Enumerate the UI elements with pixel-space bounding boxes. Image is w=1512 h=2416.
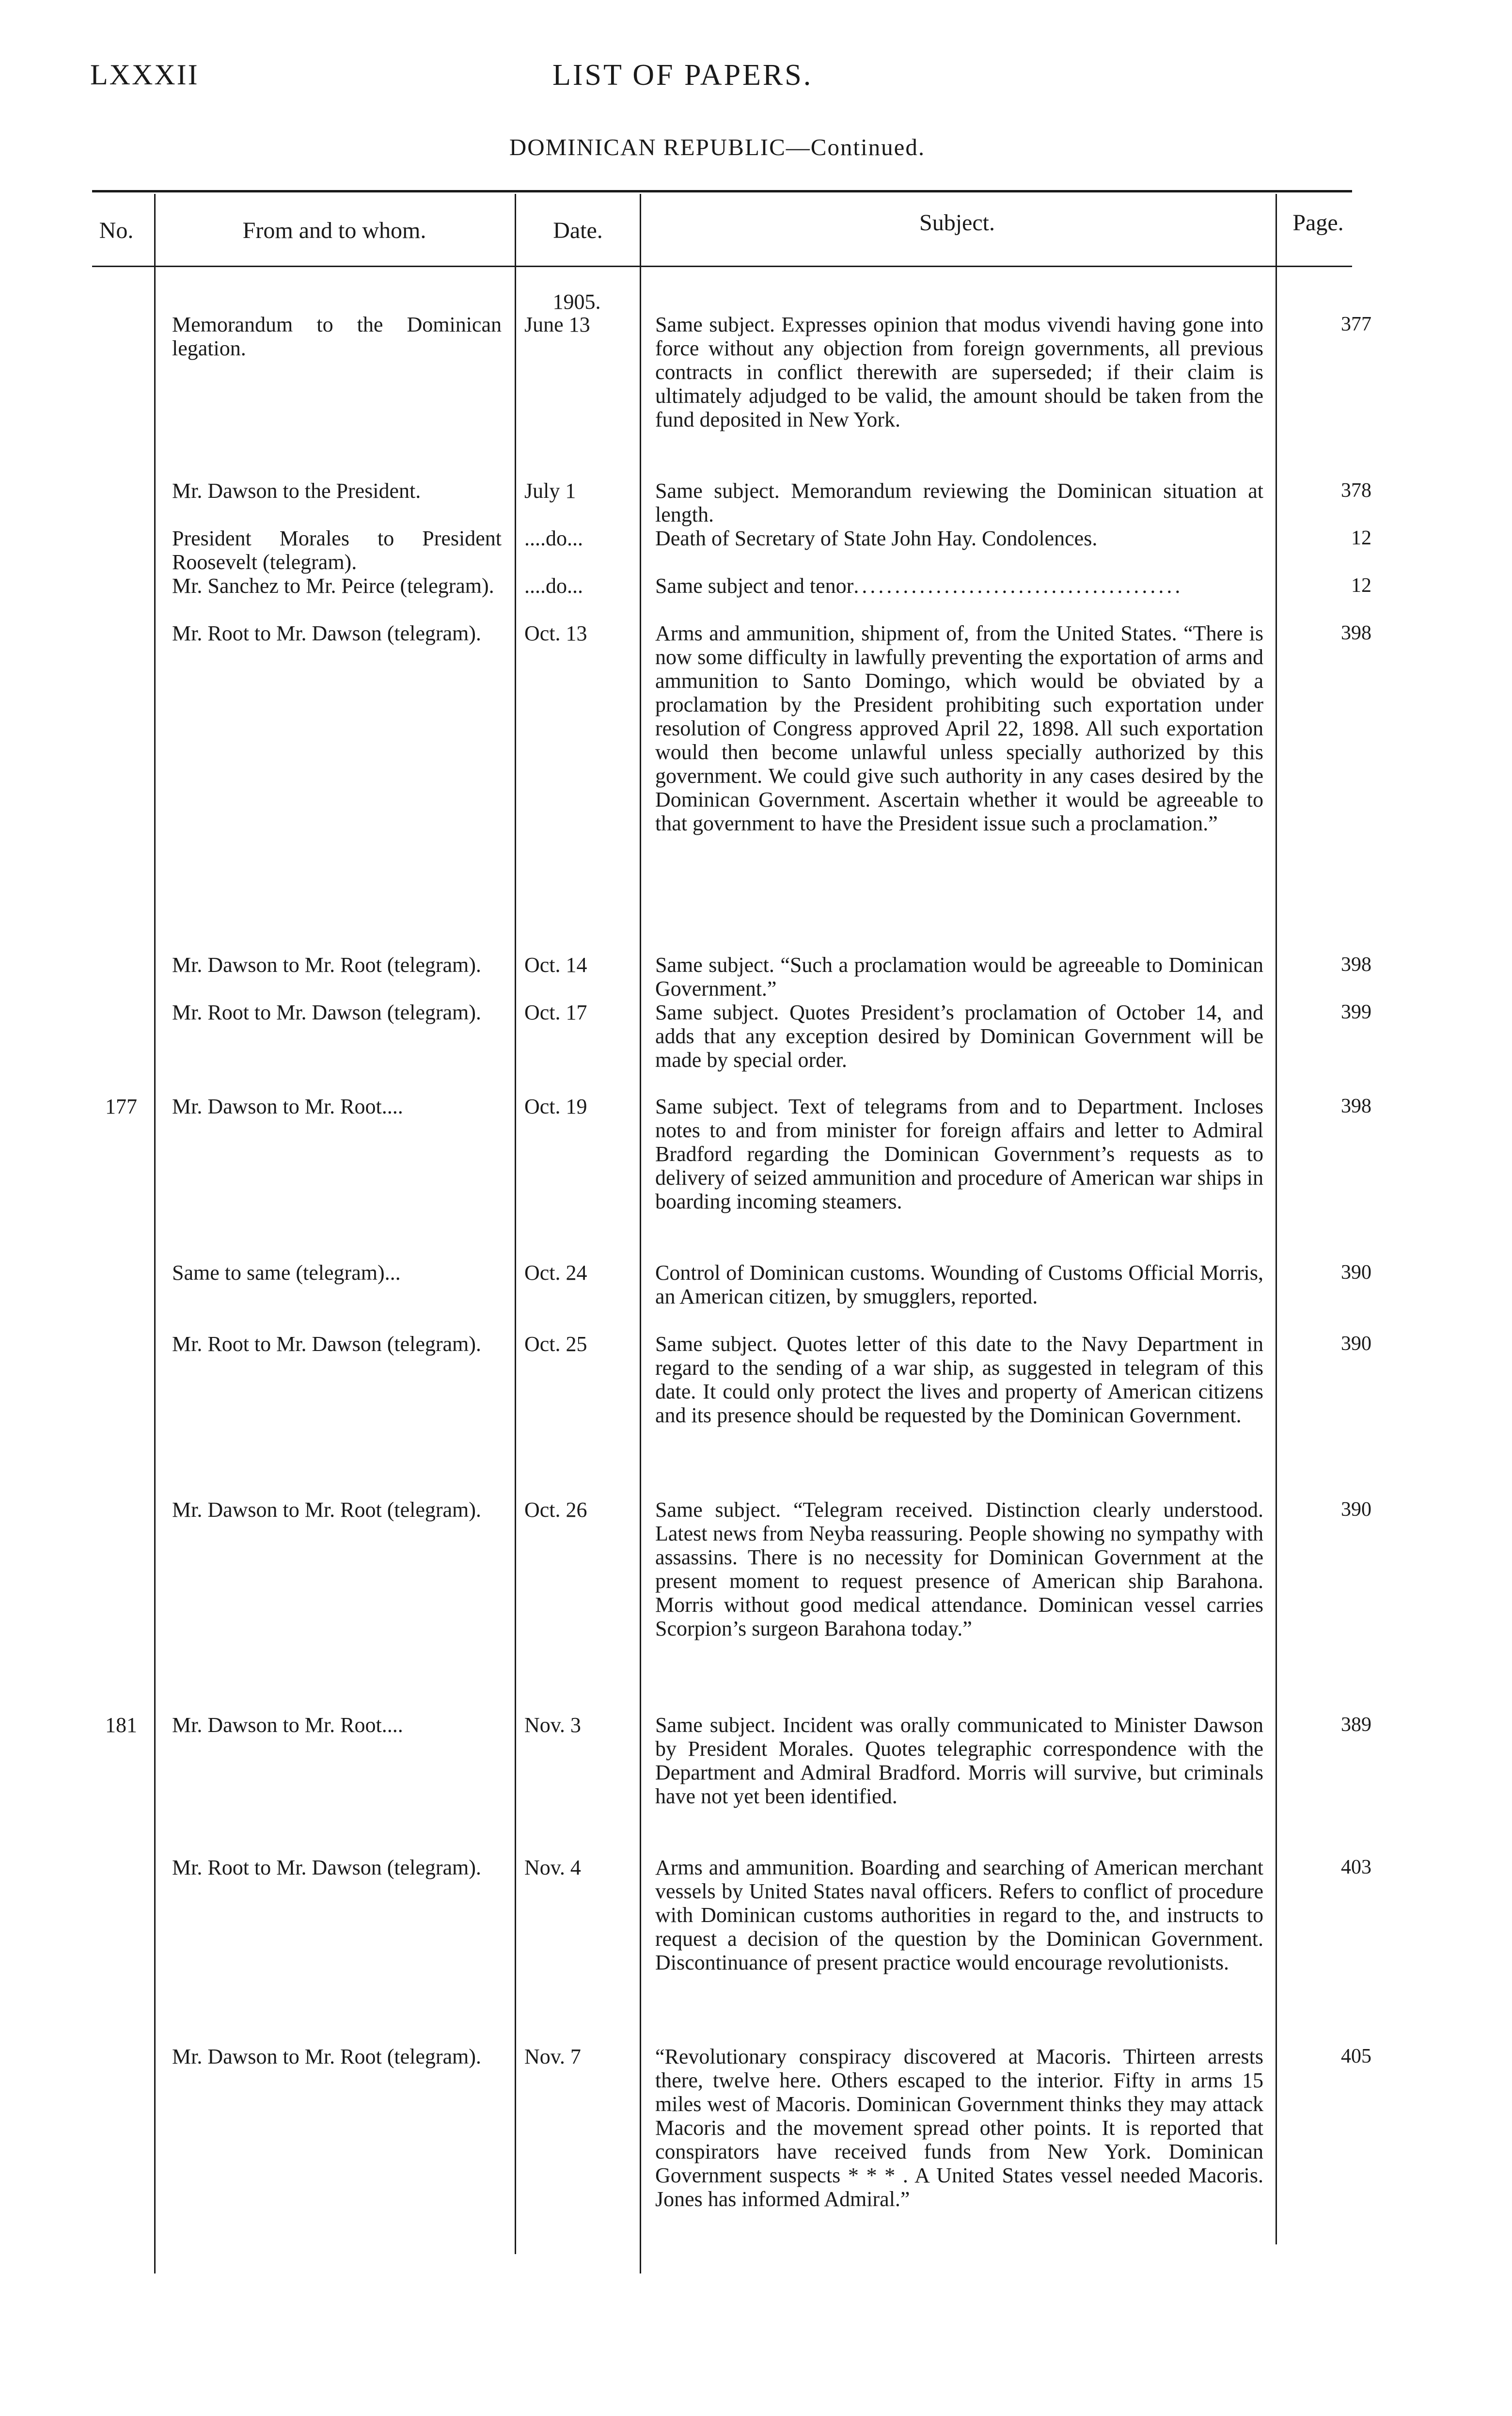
entry-from-to: Mr. Dawson to Mr. Root (telegram).	[172, 2045, 481, 2068]
column-divider	[640, 194, 641, 2273]
entry-date: Oct. 25	[524, 1332, 587, 1356]
entry-page: 390	[1341, 1498, 1371, 1521]
column-header-no: No.	[99, 218, 134, 243]
entry-date: ....do...	[524, 574, 583, 598]
entry-number: 181	[105, 1713, 137, 1737]
column-header-subject: Subject.	[919, 210, 995, 236]
entry-page: 377	[1341, 313, 1371, 335]
entry-subject: Arms and ammunition. Boarding and searching of American merchant vessels by United States naval officers. Refers to conflict of procedure with Dominican customs authorities in regard to the, and instructs to request a decision of the question by the Dominican Government. Discontinuance of present practice would encourage revolutionists.	[655, 1856, 1263, 1974]
entry-page: 398	[1341, 1095, 1371, 1117]
entry-subject: Same subject. Quotes letter of this date to the Navy Department in regard to the sending of a war ship, as suggested in telegram of this date. It could only protect the lives and property of American citizens and its presence should be requested by the Dominican Government.	[655, 1332, 1263, 1427]
entry-page: 399	[1341, 1001, 1371, 1023]
table-header-rule	[92, 266, 1352, 267]
entry-date: Oct. 17	[524, 1001, 587, 1024]
column-header-from: From and to whom.	[242, 218, 426, 243]
entry-page: 390	[1341, 1333, 1371, 1355]
entry-page: 398	[1341, 954, 1371, 976]
entry-date: Oct. 13	[524, 621, 587, 645]
entry-date: June 13	[524, 313, 590, 336]
year-label: 1905.	[552, 290, 601, 314]
entry-date: Oct. 26	[524, 1498, 587, 1522]
entry-date: ....do...	[524, 526, 583, 550]
entry-subject: Same subject. Expresses opinion that modus vivendi having gone into force without any objection from foreign governments, all previous contracts in conflict therewith are superseded; if their claim is ultimately adjudged to be valid, the amount should be taken from the fund deposited in New York.	[655, 313, 1263, 431]
entry-from-to: President Morales to President Roosevelt (telegram).	[172, 526, 502, 574]
column-header-date: Date.	[553, 218, 603, 243]
entry-from-to: Mr. Dawson to Mr. Root (telegram).	[172, 953, 481, 977]
entry-page: 405	[1341, 2045, 1371, 2067]
page-number-roman: LXXXII	[90, 59, 199, 91]
entry-subject	[655, 574, 1263, 598]
entry-page: 12	[1351, 527, 1371, 549]
section-subtitle: DOMINICAN REPUBLIC—Continued.	[509, 134, 926, 160]
entry-from-to: Mr. Root to Mr. Dawson (telegram).	[172, 1001, 481, 1024]
entry-from-to: Mr. Dawson to Mr. Root....	[172, 1095, 403, 1118]
entry-from-to: Mr. Dawson to Mr. Root (telegram).	[172, 1498, 481, 1522]
column-divider	[1276, 194, 1277, 2244]
entry-page: 390	[1341, 1261, 1371, 1284]
entry-from-to: Mr. Root to Mr. Dawson (telegram).	[172, 621, 481, 645]
entry-page: 378	[1341, 479, 1371, 502]
entry-from-to: Memorandum to the Dominican legation.	[172, 313, 502, 360]
entry-page: 12	[1351, 574, 1371, 597]
entry-from-to: Mr. Sanchez to Mr. Peirce (telegram).	[172, 574, 494, 598]
entry-subject: Same subject. “Telegram received. Distinction clearly understood. Latest news from Neyba reassuring. People showing no sympathy with assassins. There is no necessity for Dominican Government at the present moment to request presence of American ship Barahona. Morris without good medical attendance. Dominican vessel carries Scorpion’s surgeon Barahona today.”	[655, 1498, 1263, 1640]
entry-from-to: Mr. Dawson to the President.	[172, 479, 421, 503]
entry-subject: Same subject. Quotes President’s proclamation of October 14, and adds that any exception desired by Dominican Government will be made by special order.	[655, 1001, 1263, 1072]
entry-date: Nov. 7	[524, 2045, 581, 2068]
column-divider	[154, 194, 156, 2273]
entry-date: Oct. 24	[524, 1261, 587, 1285]
entry-subject: Same subject. Memorandum reviewing the Dominican situation at length.	[655, 479, 1263, 526]
entry-subject: Control of Dominican customs. Wounding of Customs Official Morris, an American citizen, by smugglers, reported.	[655, 1261, 1263, 1308]
entry-number: 177	[105, 1095, 137, 1118]
entry-subject-text: Same subject and tenor	[655, 574, 854, 598]
dot-leader: ........................................	[853, 574, 1183, 598]
entry-from-to: Mr. Root to Mr. Dawson (telegram).	[172, 1332, 481, 1356]
table-top-rule	[92, 190, 1352, 192]
column-header-page: Page.	[1292, 210, 1344, 236]
entry-subject: Same subject. “Such a proclamation would be agreeable to Dominican Government.”	[655, 953, 1263, 1001]
entry-subject: Same subject. Incident was orally communicated to Minister Dawson by President Morales. Quotes telegraphic correspondence with the Department and Admiral Bradford. Morris will survive, but criminals have not yet been identified.	[655, 1713, 1263, 1808]
entry-date: Oct. 14	[524, 953, 587, 977]
entry-date: July 1	[524, 479, 576, 503]
entry-subject: “Revolutionary conspiracy discovered at Macoris. Thirteen arrests there, twelve here. Others escaped to the interior. Fifty in arms 15 miles west of Macoris. Dominican Government thinks they may attack Macoris and the movement spread other points. It is reported that conspirators have received funds from New York. Dominican Government suspects * * * . A United States vessel needed Macoris. Jones has informed Admiral.”	[655, 2045, 1263, 2211]
entry-from-to: Same to same (telegram)...	[172, 1261, 401, 1285]
entry-page: 389	[1341, 1714, 1371, 1736]
entry-from-to: Mr. Root to Mr. Dawson (telegram).	[172, 1856, 481, 1879]
entry-subject: Same subject. Text of telegrams from and to Department. Incloses notes to and from minister for foreign affairs and letter to Admiral Bradford regarding the Dominican Government’s requests as to delivery of seized ammunition and procedure of American war ships in boarding incoming steamers.	[655, 1095, 1263, 1213]
entry-page: 403	[1341, 1856, 1371, 1878]
entry-page: 398	[1341, 622, 1371, 644]
page-title: LIST OF PAPERS.	[552, 59, 813, 92]
entry-subject: Death of Secretary of State John Hay. Condolences.	[655, 526, 1098, 550]
entry-date: Nov. 4	[524, 1856, 581, 1879]
column-divider	[515, 194, 516, 2254]
entry-from-to: Mr. Dawson to Mr. Root....	[172, 1713, 403, 1737]
entry-date: Nov. 3	[524, 1713, 581, 1737]
entry-subject: Arms and ammunition, shipment of, from the United States. “There is now some difficulty in lawfully preventing the exportation of arms and ammunition to Santo Domingo, which would be obviated by a proclamation by the President prohibiting such exportation under resolution of Congress approved April 22, 1898. All such exportation would then become unlawful unless specially authorized by this government. We could give such authority in any cases desired by the Dominican Government. Ascertain whether it would be agreeable to that government to have the President issue such a proclamation.”	[655, 621, 1263, 835]
entry-date: Oct. 19	[524, 1095, 587, 1118]
